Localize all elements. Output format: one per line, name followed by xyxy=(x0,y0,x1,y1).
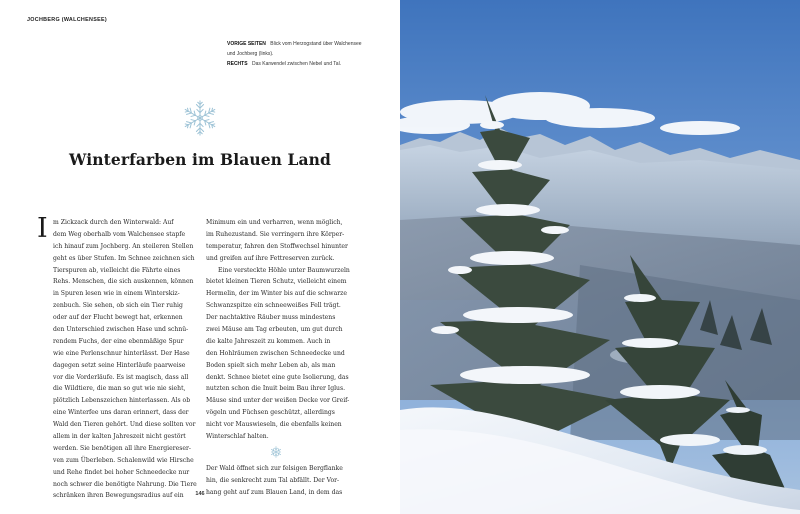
text-line: Boden spielt sich mehr Leben ab, als man xyxy=(206,361,336,369)
text-line: werden. Sie benötigen all ihre Energiereser- xyxy=(53,444,191,452)
text-line: Hermelin, der im Winter bis auf die schwarze xyxy=(206,290,347,298)
text-line: Winterschlaf halten. xyxy=(206,433,269,441)
text-line: wie eine Perlenschnur hinterlässt. Der Hase xyxy=(53,349,190,357)
text-line: allem in der kalten Jahreszeit nicht gestört xyxy=(53,433,186,441)
text-line: plötzlich Lebenszeichen hinterlassen. Als ob xyxy=(53,397,191,405)
caption-text: Blick vom Herzogstand über Walchensee xyxy=(270,41,362,47)
text-line: Schwanzspitze ein schneeweißes Fell trägt. xyxy=(206,302,341,310)
text-line: zwei Mäuse am Tag erbeuten, um gut durch xyxy=(206,326,343,334)
text-line: bietet kleinen Tieren Schutz, vielleicht einem xyxy=(206,278,347,286)
caption-line xyxy=(227,49,387,59)
text-column-left xyxy=(37,213,197,502)
text-line: Wald den Tieren gehört. Und diese sollten vor xyxy=(53,421,196,429)
running-head: JOCHBERG (WALCHENSEE) xyxy=(27,17,107,23)
page-number: 146 xyxy=(195,491,205,497)
text-line: zenbuch. Sie sehen, ob sich ein Tier ruhig xyxy=(53,302,183,310)
text-line: Minimum ein und verharren, wenn möglich, xyxy=(206,219,343,226)
caption-text: und Jochberg (links). xyxy=(227,51,274,57)
caption-key: RECHTS xyxy=(227,61,248,67)
text-line: vor die Vorderläufe. Es ist magisch, dass all xyxy=(53,373,189,381)
text-line: m Zickzack durch den Winterwald: Auf xyxy=(53,219,174,226)
text-line: temperatur, fahren den Stoffwechsel hinunter xyxy=(206,242,348,250)
text-line: eine Winterfee uns daran erinnert, dass der xyxy=(53,409,189,417)
text-line: Tierspuren ab, vielleicht die Fährte eines xyxy=(53,266,181,274)
text-line: hang geht auf zum Blauen Land, in dem das xyxy=(206,488,343,496)
paragraph xyxy=(53,217,195,502)
text-line: Der nachtaktive Räuber muss mindestens xyxy=(206,314,336,322)
text-line: Der Wald öffnet sich zur felsigen Bergflanke xyxy=(206,464,343,472)
text-line: nutzten schon die Inuit beim Bau ihrer Iglus. xyxy=(206,385,346,393)
text-line: ich hinauf zum Jochberg. An steileren Stellen xyxy=(53,242,194,250)
winter-landscape-photo xyxy=(400,0,800,514)
text-line: rendem Fuchs, der eine ebenmäßige Spur xyxy=(53,337,184,345)
text-line: im Ruhezustand. Sie verringern ihre Körper- xyxy=(206,230,345,238)
text-line: dem Weg oberhalb vom Walchensee stapfe xyxy=(53,230,186,238)
text-column-right xyxy=(206,217,348,499)
section-break xyxy=(206,443,348,463)
text-line: die kalte Jahreszeit zu kommen. Auch in xyxy=(206,337,331,345)
text-line: und greifen auf ihre Fettreserven zurück. xyxy=(206,254,335,262)
text-line: ven zum Überleben. Schalenwild wie Hirsche xyxy=(53,456,194,464)
text-line: und Rehe findet bei hoher Schneedecke nur xyxy=(53,468,190,476)
text-line: schränken ihren Bewegungsradius auf ein xyxy=(53,492,184,500)
snowflake-icon xyxy=(182,98,218,138)
text-line: den Unterschied zwischen Hase und schnü- xyxy=(53,326,189,334)
caption-key: VORIGE SEITEN xyxy=(227,41,266,47)
paragraph xyxy=(206,217,348,443)
text-line: nicht vor Mauswieseln, die ebenfalls keinen xyxy=(206,421,342,429)
text-line: Rehs. Menschen, die sich auskennen, können xyxy=(53,278,194,286)
snowflake-icon xyxy=(270,446,282,458)
text-line: Mäuse sind unter der weißen Decke vor Greif- xyxy=(206,397,350,405)
photo-captions xyxy=(227,39,387,69)
dropcap: I xyxy=(37,213,48,244)
text-line: in Spuren lesen wie in einem Winterskiz- xyxy=(53,290,180,298)
text-line: geht es über Stufen. Im Schnee zeichnen sich xyxy=(53,254,195,262)
photo-snowy-trees xyxy=(400,0,800,514)
caption-text: Das Karwendel zwischen Nebel und Tal. xyxy=(251,61,342,67)
text-line: oder auf der Flucht bewegt hat, erkennen xyxy=(53,314,183,322)
text-line: noch schwer die benötigte Nahrung. Die Tiere xyxy=(53,480,197,488)
caption-line xyxy=(227,59,387,69)
page-title: Winterfarben im Blauen Land xyxy=(69,150,331,169)
text-line: vögeln und Füchsen geschützt, allerdings xyxy=(206,409,335,417)
text-line: Eine versteckte Höhle unter Baumwurzeln xyxy=(218,266,350,274)
text-line: dagegen setzt seine Hinterläufe paarweise xyxy=(53,361,186,369)
text-line: den Hohlräumen zwischen Schneedecke und xyxy=(206,349,345,357)
caption-line xyxy=(227,39,387,49)
text-line: hin, die senkrecht zum Tal abfällt. Der Vor- xyxy=(206,476,340,484)
text-line: die Wildtiere, die man so gut wie nie sieht, xyxy=(53,385,186,393)
text-line: denkt. Schnee bietet eine gute Isolierung, das xyxy=(206,373,349,381)
